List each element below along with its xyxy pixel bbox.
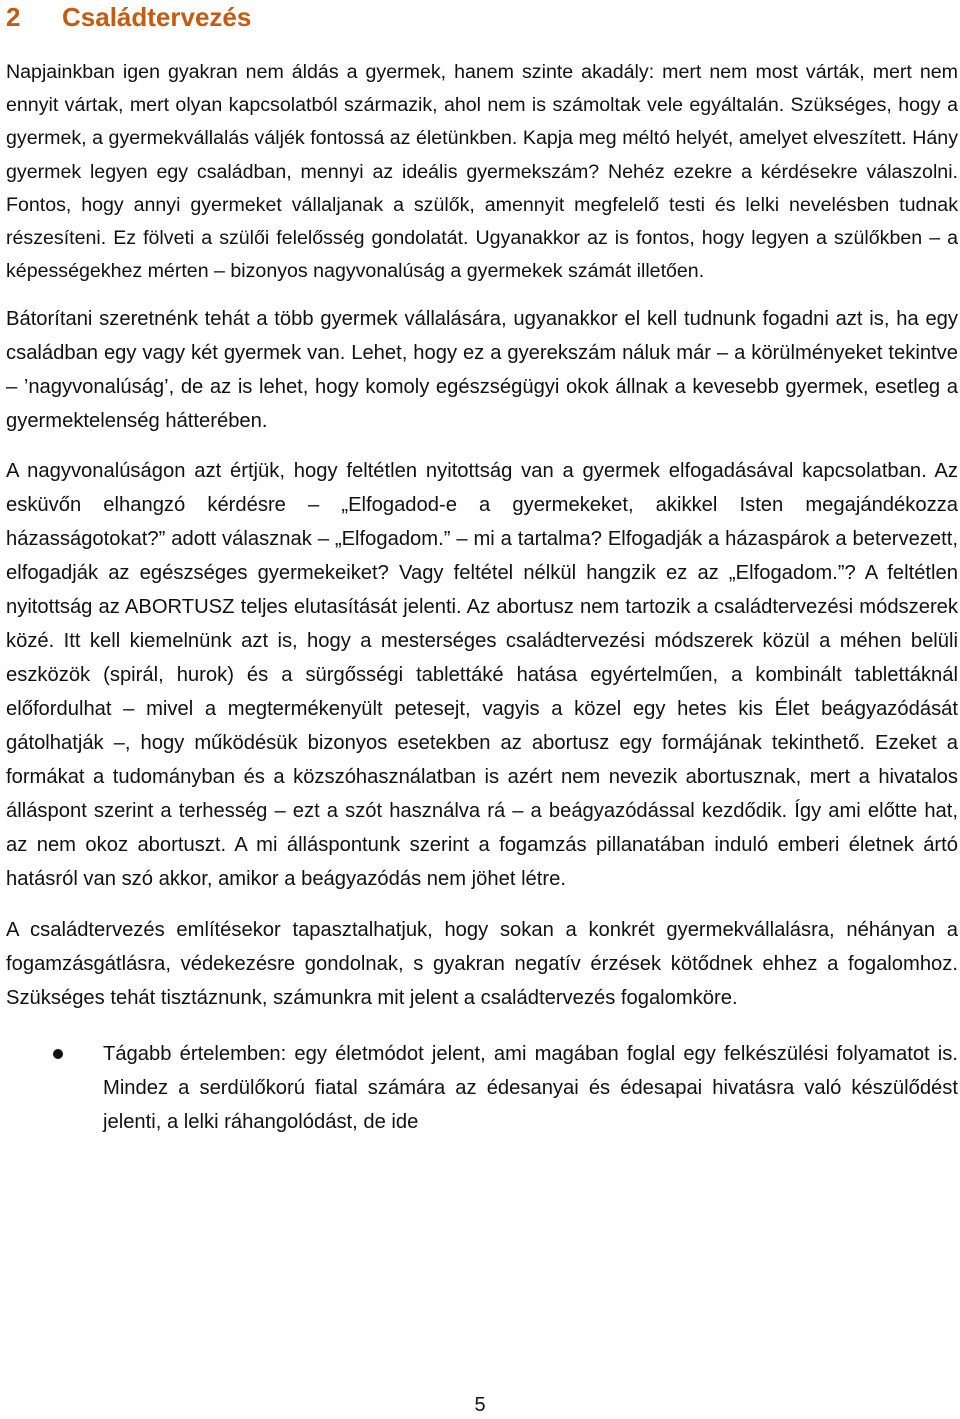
bullet-dot-icon	[53, 1049, 63, 1059]
bullet-list	[6, 1037, 958, 1139]
paragraph-4: A családtervezés említésekor tapasztalhatjuk, hogy sokan a konkrét gyermekvállalásra, néhányan a fogamzásgátlásra, védekezésre gondolnak, s gyakran negatív érzések kötődnek ehhez a fogalomhoz. Szükséges tehát tisztáznunk, számunkra mit jelent a családtervezés fogalomköre.	[6, 919, 958, 1010]
section-number: 2	[6, 2, 21, 32]
list-item	[6, 1037, 958, 1139]
section-title: Családtervezés	[62, 2, 252, 32]
paragraph-1: Napjainkban igen gyakran nem áldás a gyermek, hanem szinte akadály: mert nem most várták, mert nem ennyit vártak, mert olyan kapcsolatból származik, ahol nem is számoltak vele egyáltalán. Szükséges, hogy a gyermek, a gyermekvállalás váljék fontossá az életünkben. Kapja meg méltó helyét, amelyet elveszített. Hány gyermek legyen egy családban, mennyi az ideális gyermekszám? Nehéz ezekre a kérdésekre válaszolni. Fontos, hogy annyi gyermeket vállaljanak a szülők, amennyit megfelelő testi és lelki nevelésben tudnak részesíteni. Ez fölveti a szülői felelősség gondolatát. Ugyanakkor az is fontos, hogy legyen a szülőkben – a képességekhez mérten – bizonyos nagyvonalúság a gyermekek számát illetően.	[6, 61, 958, 283]
page-number: 5	[474, 1394, 486, 1416]
paragraph-3: A nagyvonalúságon azt értjük, hogy feltétlen nyitottság van a gyermek elfogadásával kapcsolatban. Az esküvőn elhangzó kérdésre – „Elfogadod-e a gyermekeket, akikkel Isten megajándékozza házasságotokat?” adott válasznak – „Elfogadom.” – mi a tartalma? Elfogadják a házaspárok a betervezett, elfogadják az egészséges gyermekeiket? Vagy feltétel nélkül hangzik ez az „Elfogadom.”? A feltétlen nyitottság az ABORTUSZ teljes elutasítását jelenti. Az abortusz nem tartozik a családtervezési módszerek közé. Itt kell kiemelnünk azt is, hogy a mesterséges családtervezési módszerek közül a méhen belüli eszközök (spirál, hurok) és a sürgősségi tablettáké hatása egyértelműen, a kombinált tablettáknál előfordulhat – mivel a megtermékenyült petesejt, vagyis a közel egy hetes kis Élet beágyazódását gátolhatják –, hogy működésük bizonyos esetekben az abortusz egy formájának tekinthető. Ezeket a formákat a tudományban és a közszóhasználatban is azért nem nevezik abortusznak, mert a hivatalos álláspont szerint a terhesség – ezt a szót használva rá – a beágyazódással kezdődik. Így ami előtte hat, az nem okoz abortuszt. A mi álláspontunk szerint a fogamzás pillanatában induló emberi életnek ártó hatásról van szó akkor, amikor a beágyazódás nem jöhet létre.	[6, 460, 958, 891]
section-heading	[6, 0, 958, 36]
paragraph-2: Bátorítani szeretnénk tehát a több gyermek vállalására, ugyanakkor el kell tudnunk fogadni azt is, ha egy családban egy vagy két gyermek van. Lehet, hogy ez a gyerekszám náluk már – a körülményeket tekintve – ’nagyvonalúság’, de az is lehet, hogy komoly egészségügyi okok állnak a kevesebb gyermek, esetleg a gyermektelenség hátterében.	[6, 308, 958, 433]
document-page	[6, 0, 958, 1139]
list-item-text: Tágabb értelemben: egy életmódot jelent, ami magában foglal egy felkészülési folyamatot is. Mindez a serdülőkorú fiatal számára az édesanyai és édesapai hivatásra való készülődést jelenti, a lelki ráhangolódást, de ide	[103, 1043, 958, 1134]
